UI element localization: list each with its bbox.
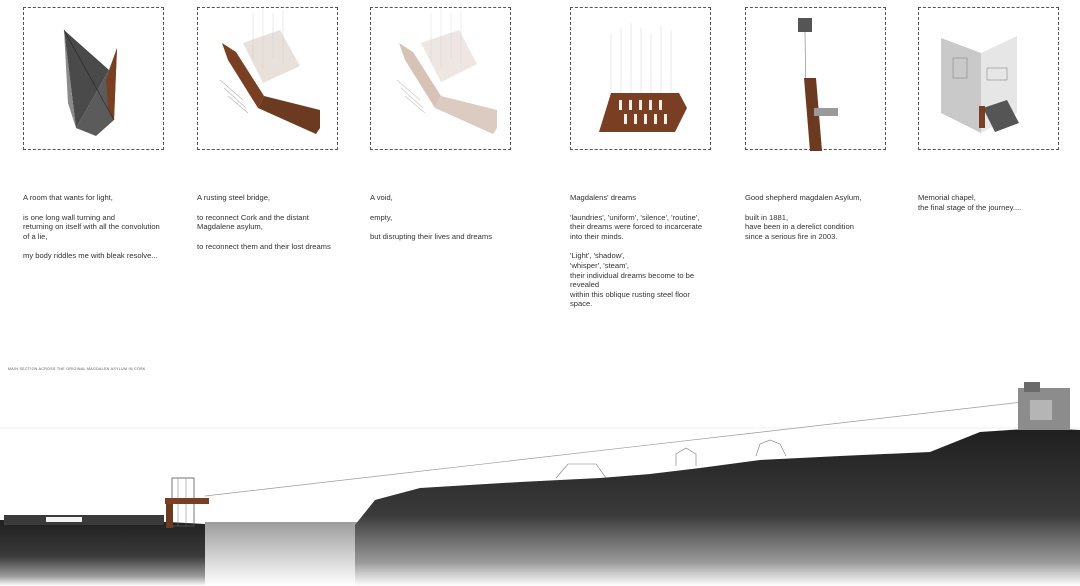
caption-dreams-line-2: 'laundries', 'uniform', 'silence', 'routine', their dreams were forced to incarcerate into their minds. [570, 212, 703, 241]
room-wall-drawing [24, 8, 165, 151]
caption-void-line-1: A void, [370, 193, 393, 202]
caption-asylum-line-1: Good shepherd magdalen Asylum, [745, 193, 862, 202]
drawing-frame-void [370, 7, 511, 150]
caption-bridge-line-3: to reconnect them and their lost dreams [197, 241, 331, 251]
caption-dreams-line-3: 'Light', 'shadow', 'whisper', 'steam', their individual dreams become to be revealed within this oblique rusting steel floor space. [570, 251, 695, 309]
caption-void [370, 193, 540, 252]
caption-chapel [918, 193, 1080, 222]
void-drawing [371, 8, 512, 151]
caption-chapel-line-1: Memorial chapel, the final stage of the journey.... [918, 193, 1022, 212]
chapel-ruin [1018, 382, 1070, 430]
drawing-frame-dreams [570, 7, 711, 150]
caption-void-line-2: empty, [370, 212, 393, 222]
caption-bridge [197, 193, 367, 261]
caption-void-line-3: but disrupting their lives and dreams [370, 232, 492, 242]
chapel-drawing [919, 8, 1060, 151]
drawing-frame-room [23, 7, 164, 150]
caption-dreams-line-1: Magdalens' dreams [570, 193, 637, 202]
caption-room-line-2: is one long wall turning and returning on itself with all the convolution of a lie, [23, 212, 160, 241]
river [205, 522, 375, 586]
caption-asylum-line-2: built in 1881, have been in a derelict condition since a serious fire in 2003. [745, 212, 854, 241]
drawing-frame-asylum [745, 7, 886, 150]
caption-dreams [570, 193, 740, 319]
caption-room [23, 193, 193, 271]
hillside [355, 428, 1080, 586]
caption-room-line-3: my body riddles me with bleak resolve... [23, 251, 158, 261]
left-bank [0, 520, 205, 586]
caption-room-line-1: A room that wants for light, [23, 193, 113, 202]
bridge-tower [165, 478, 209, 528]
dreams-floor-drawing [571, 8, 712, 151]
caption-bridge-line-1: A rusting steel bridge, [197, 193, 271, 202]
bridge-drawing [198, 8, 339, 151]
site-section-drawing [0, 360, 1080, 586]
quay-opening [46, 517, 82, 522]
caption-bridge-line-2: to reconnect Cork and the distant Magdalene asylum, [197, 212, 309, 232]
asylum-tower-drawing [746, 8, 887, 151]
drawing-frame-bridge [197, 7, 338, 150]
quay-platform [4, 515, 164, 525]
drawing-frame-chapel [918, 7, 1059, 150]
caption-asylum [745, 193, 915, 251]
section-title: MAIN SECTION ACROSS THE ORIGINAL MAGDALEN ASYLUM IN CORK [8, 367, 146, 371]
